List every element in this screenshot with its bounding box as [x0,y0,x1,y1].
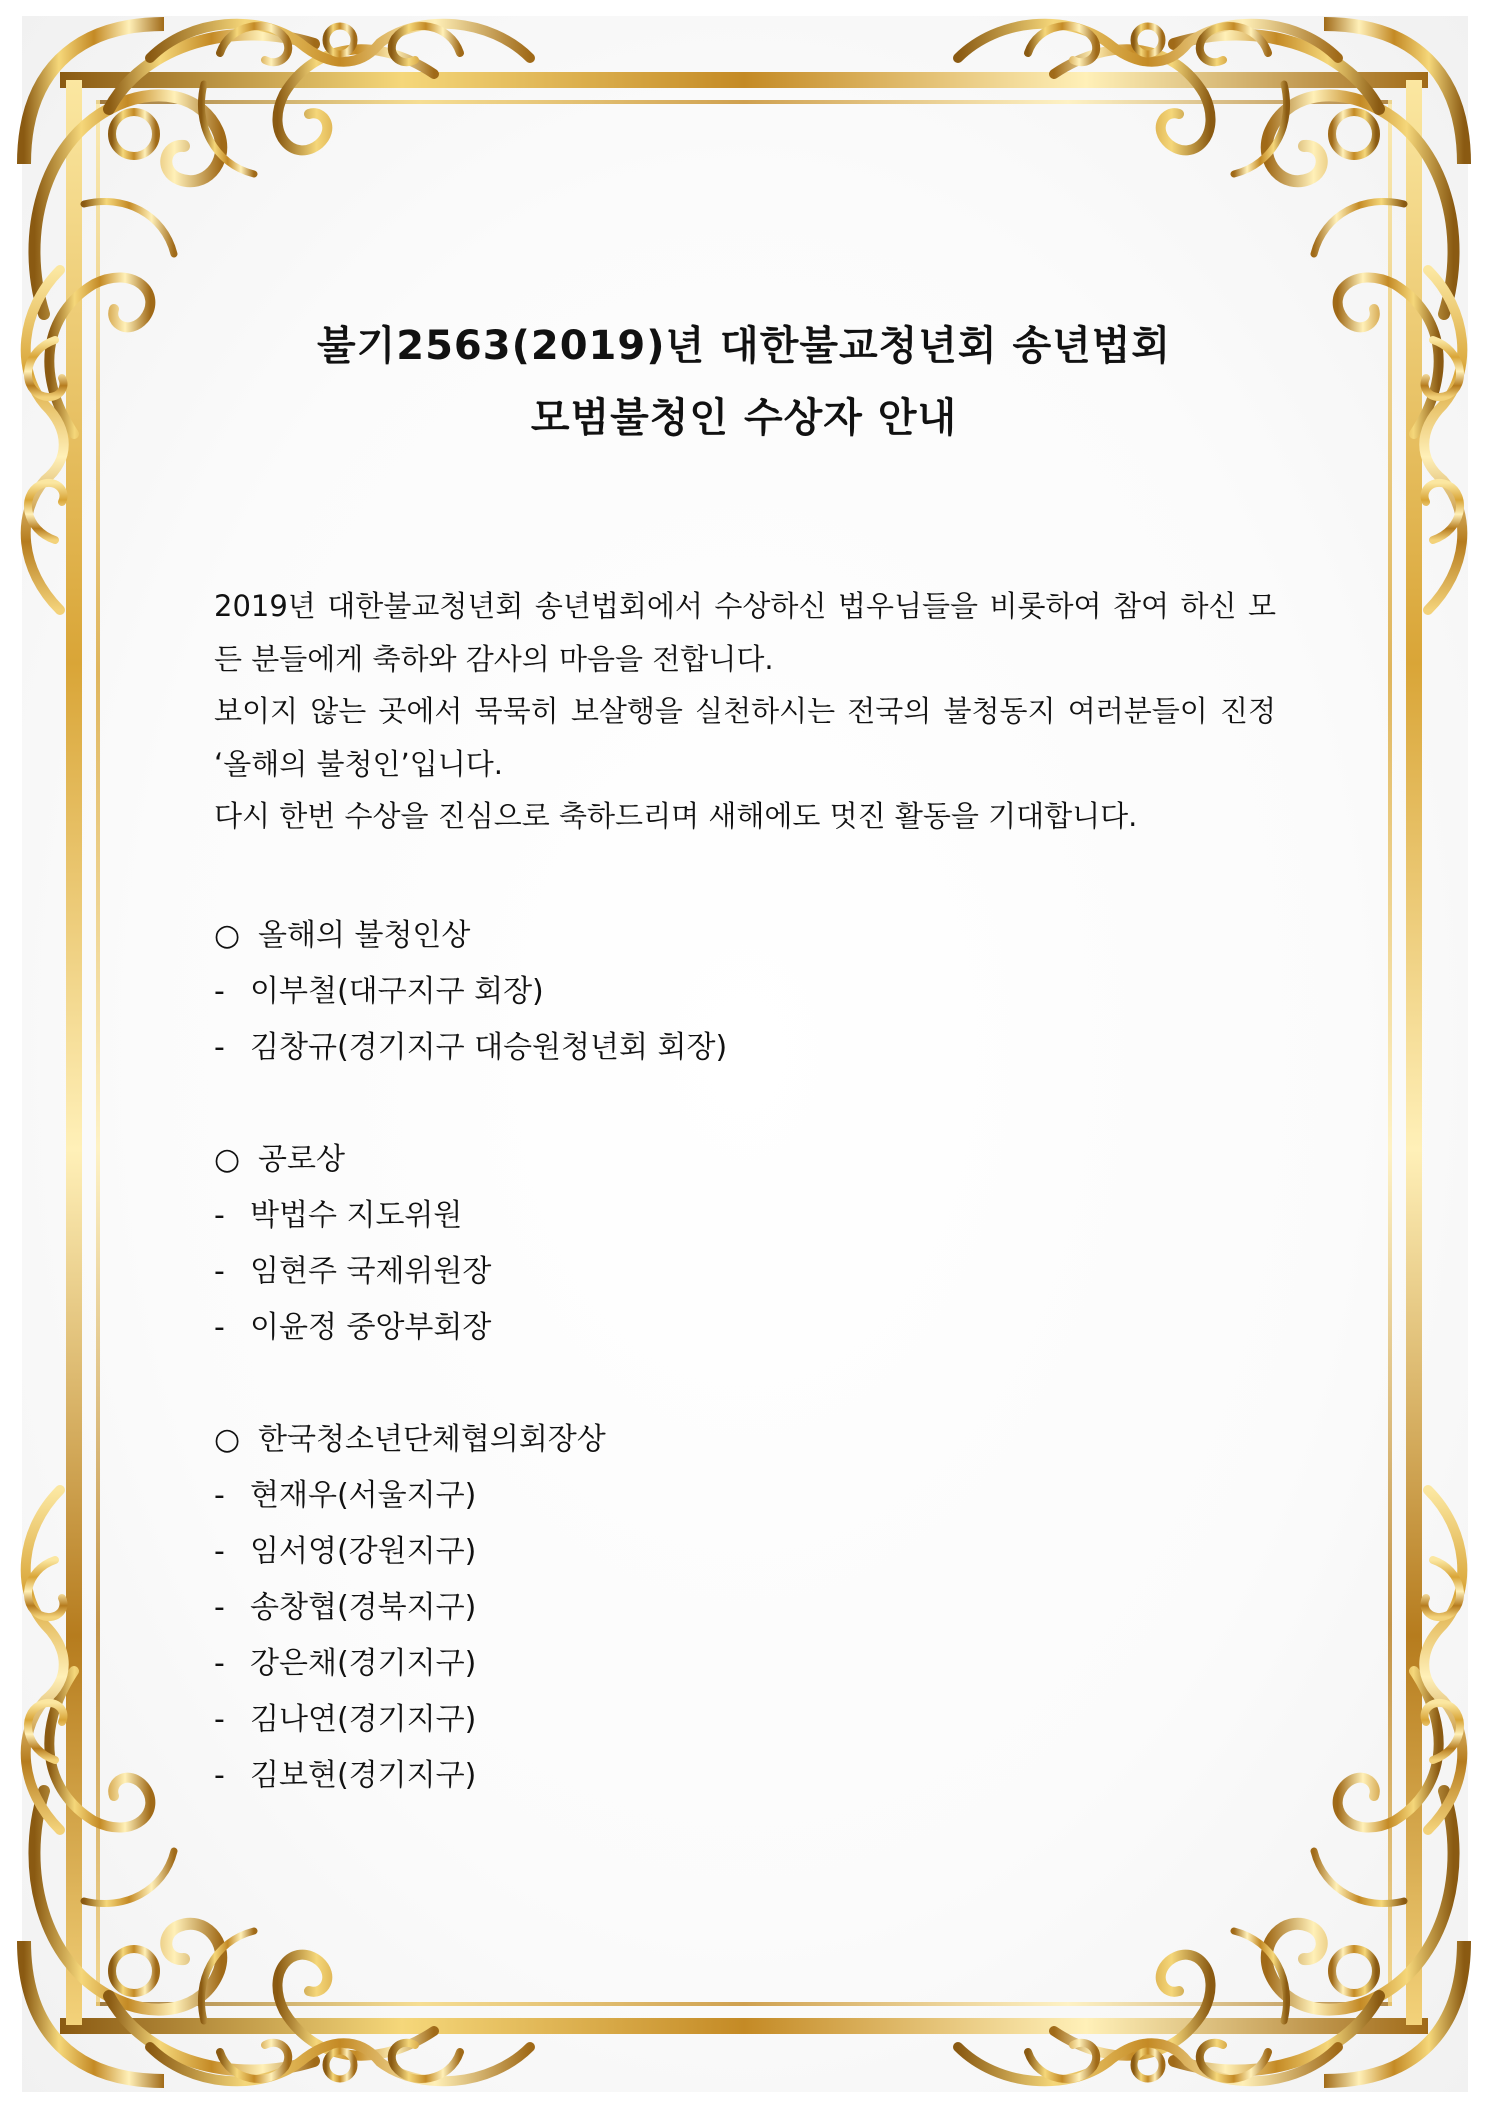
list-item: - 임현주 국제위원장 [214,1254,492,1289]
section-heading-3: ○ 한국청소년단체협의회장상 [214,1418,606,1462]
list-item: - 임서영(강원지구) [214,1534,477,1569]
list-item: - 김창규(경기지구 대승원청년회 회장) [214,1030,728,1065]
section-heading-1: ○ 올해의 불청인상 [214,914,470,958]
list-item: - 이윤정 중앙부회장 [214,1310,492,1345]
list-item: - 강은채(경기지구) [214,1646,477,1681]
top-border-bar [60,72,1428,88]
list-item: - 김나연(경기지구) [214,1702,477,1737]
intro-text [214,580,1276,843]
intro-paragraph-1: 2019년 대한불교청년회 송년법회에서 수상하신 법우님들을 비롯하여 참여 하신 모든 분들에게 축하와 감사의 마음을 전합니다. [214,589,1276,676]
list-item: - 송창협(경북지구) [214,1590,477,1625]
intro-paragraph-2: 보이지 않는 곳에서 묵묵히 보살행을 실천하시는 전국의 불청동지 여러분들이 진정 ‘올해의 불청인’입니다. [214,694,1276,781]
list-item: - 이부철(대구지구 회장) [214,974,544,1009]
section-heading-2: ○ 공로상 [214,1138,345,1182]
list-item: - 박법수 지도위원 [214,1198,463,1233]
circle-bullet: ○ [214,918,241,953]
list-item: - 김보현(경기지구) [214,1758,477,1793]
page-title-line1: 불기2563(2019)년 대한불교청년회 송년법회 [316,323,1172,369]
list-item: - 현재우(서울지구) [214,1478,477,1513]
circle-bullet: ○ [214,1422,241,1457]
intro-paragraph-3: 다시 한번 수상을 진심으로 축하드리며 새해에도 멋진 활동을 기대합니다. [214,799,1138,833]
circle-bullet: ○ [214,1142,241,1177]
page-title-line2: 모범불청인 수상자 안내 [530,395,958,441]
bottom-border-bar [60,2018,1428,2034]
